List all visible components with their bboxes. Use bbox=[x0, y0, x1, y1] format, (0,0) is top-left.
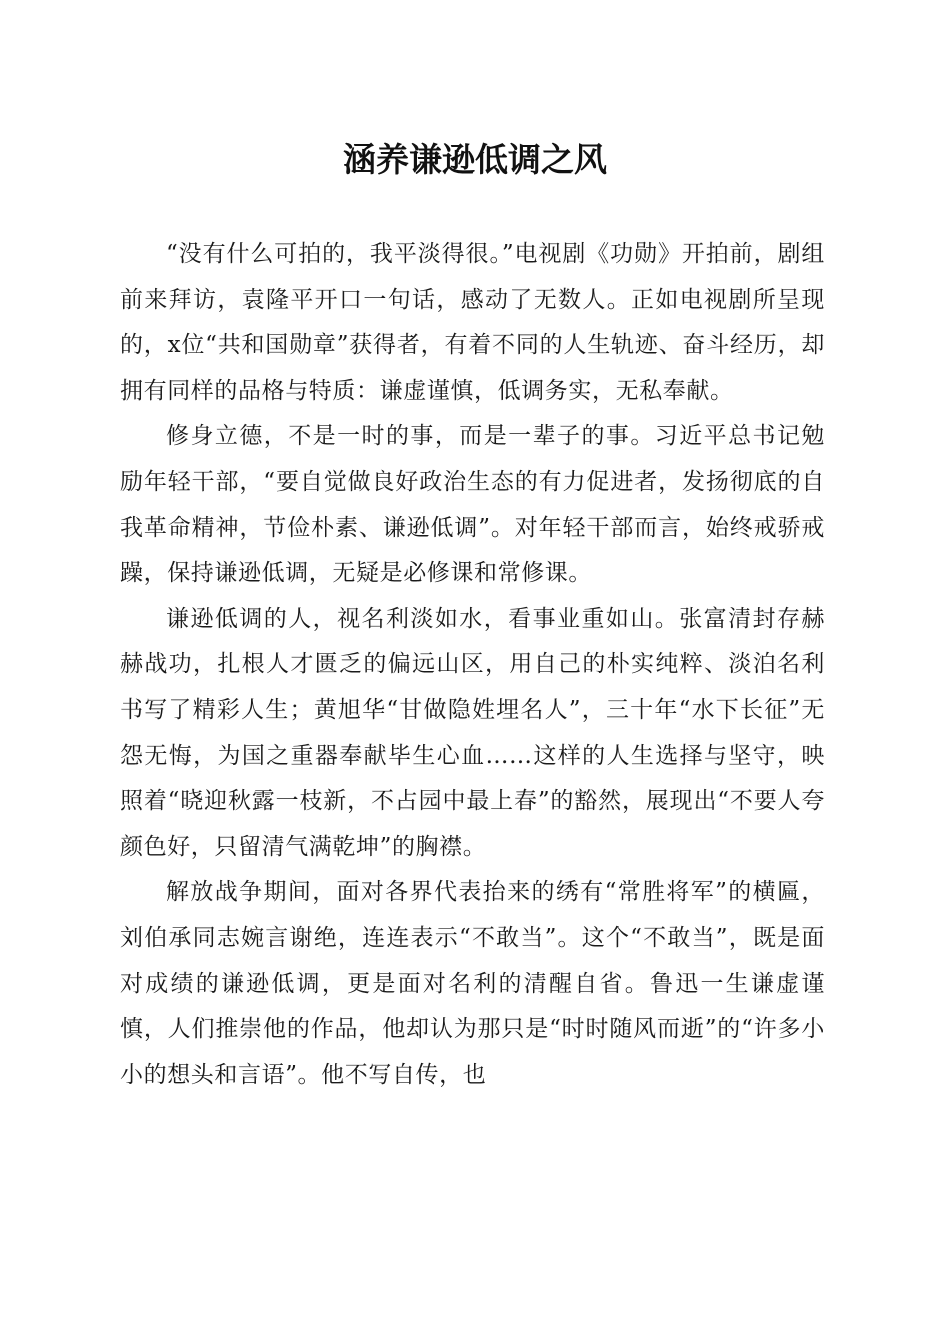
paragraph-3: 谦逊低调的人，视名利淡如水，看事业重如山。张富清封存赫赫战功，扎根人才匮乏的偏远山区，用自己的朴实纯粹、淡泊名利书写了精彩人生；黄旭华“甘做隐姓埋名人”，三十年“水下长征”无怨无悔，为国之重器奉献毕生心血……这样的人生选择与坚守，映照着“晓迎秋露一枝新，不占园中最上春”的豁然，展现出“不要人夸颜色好，只留清气满乾坤”的胸襟。 bbox=[120, 605, 825, 860]
paragraph-1: “没有什么可拍的，我平淡得很。”电视剧《功勋》开拍前，剧组前来拜访，袁隆平开口一句话，感动了无数人。正如电视剧所呈现的，x位“共和国勋章”获得者，有着不同的人生轨迹、奋斗经历，却拥有同样的品格与特质：谦虚谨慎，低调务实，无私奉献。 bbox=[120, 241, 825, 404]
paragraph-4: 解放战争期间，面对各界代表抬来的绣有“常胜将军”的横匾，刘伯承同志婉言谢绝，连连表示“不敢当”。这个“不敢当”，既是面对成绩的谦逊低调，更是面对名利的清醒自省。鲁迅一生谦虚谨慎，人们推崇他的作品，他却认为那只是“时时随风而逝”的“许多小小的想头和言语”。他不写自传，也 bbox=[120, 879, 825, 1088]
document-body bbox=[120, 232, 825, 1098]
paragraph-2: 修身立德，不是一时的事，而是一辈子的事。习近平总书记勉励年轻干部，“要自觉做良好政治生态的有力促进者，发扬彻底的自我革命精神，节俭朴素、谦逊低调”。对年轻干部而言，始终戒骄戒躁，保持谦逊低调，无疑是必修课和常修课。 bbox=[120, 423, 825, 587]
document-title: 涵养谦逊低调之风 bbox=[343, 140, 607, 179]
